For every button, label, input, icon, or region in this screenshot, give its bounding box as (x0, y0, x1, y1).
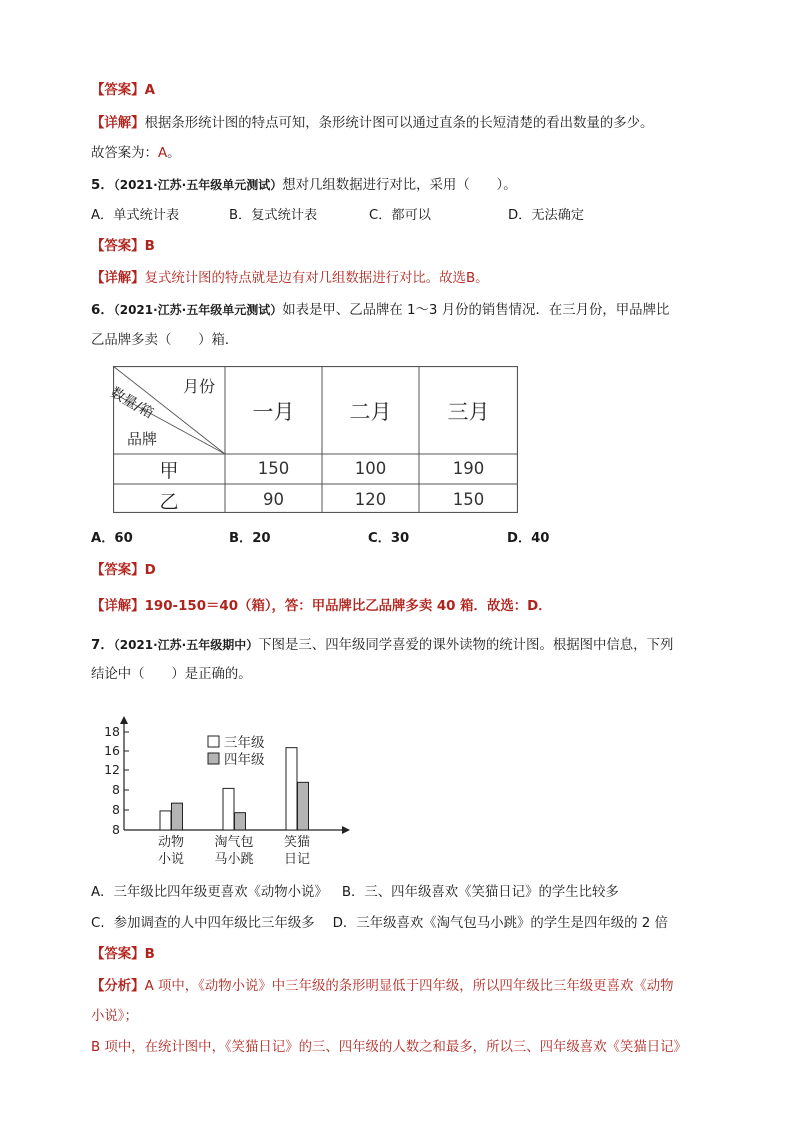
row-brand-yi: 乙 (159, 491, 179, 513)
reading-bar-chart (90, 716, 360, 876)
column-header-feb: 二月 (349, 400, 392, 424)
conclusion-end: 。 (167, 146, 181, 161)
q7-options-line1 (91, 883, 619, 903)
q7-option-a: A．三年级比四年级更喜欢《动物小说》 (91, 885, 328, 900)
q6-question-line2: 乙品牌多卖（ ）箱． (91, 333, 239, 348)
q7-analysis-line2: 小说》； (91, 1009, 138, 1024)
q4-conclusion-line (91, 144, 181, 164)
question-text: 如表是甲、乙品牌在 1～3 月份的销售情况．在三月份，甲品牌比 (282, 303, 670, 318)
q6-question-line1 (91, 300, 669, 321)
cell-jia-feb: 100 (354, 459, 387, 478)
column-header-jan: 一月 (252, 400, 295, 424)
q6-option-a: A．60 (91, 531, 133, 546)
sales-table (107, 366, 518, 513)
legend-swatch-grade3 (208, 736, 219, 747)
q6-option-d: D．40 (507, 531, 550, 546)
q7-analysis-line1 (91, 977, 674, 997)
q6-option-b: B．20 (229, 531, 271, 546)
detail-text: 190-150＝40（箱），答：甲品牌比乙品牌多卖 40 箱．故选：D． (144, 599, 552, 614)
category-label-line2: 马小跳 (214, 852, 254, 867)
q5-option-a: A．单式统计表 (91, 208, 180, 223)
answer-value: B (144, 947, 155, 962)
legend-label-grade4: 四年级 (224, 752, 265, 768)
q4-detail-line (91, 114, 653, 134)
y-tick-label: 8 (112, 782, 120, 797)
column-header-mar: 三月 (447, 400, 490, 424)
bar-grade4-0 (172, 803, 183, 830)
y-tick-label: 8 (112, 802, 120, 817)
answer-value: A (144, 83, 155, 98)
q5-option-b: B．复式统计表 (229, 208, 318, 223)
answer-value: B (144, 239, 155, 254)
answer-value: D (144, 563, 156, 578)
analysis-text: A 项中，《动物小说》中三年级的条形明显低于四年级，所以四年级比三年级更喜欢《动物 (144, 979, 674, 994)
question-source: （2021·江苏·五年级单元测试） (113, 178, 283, 192)
q6-option-c: C．30 (368, 531, 410, 546)
question-source: （2021·江苏·五年级期中） (113, 638, 259, 652)
q7-option-b: B．三、四年级喜欢《笑猫日记》的学生比较多 (341, 885, 619, 900)
question-text: 想对几组数据进行对比，采用（ ）。 (282, 178, 517, 193)
row-brand-jia: 甲 (159, 460, 179, 482)
q7-option-c: C．参加调查的人中四年级比三年级多 (91, 916, 315, 931)
y-axis-arrow (120, 716, 128, 724)
category-label-line1: 动物 (157, 835, 185, 850)
q4-answer-line (91, 81, 155, 101)
y-tick-label: 12 (104, 762, 120, 777)
detail-end: 。 (475, 271, 489, 286)
corner-brand-label: 品牌 (127, 430, 158, 448)
conclusion-text: 故答案为： (91, 146, 158, 161)
q6-answer-line (91, 561, 156, 581)
q7-question-line2: 结论中（ ）是正确的。 (91, 667, 252, 682)
bar-grade3-2 (286, 748, 297, 830)
y-tick-label: 16 (104, 743, 120, 758)
y-tick-label: 8 (112, 822, 120, 837)
q7-analysis-line3: B 项中，在统计图中，《笑猫日记》的三、四年级的人数之和最多，所以三、四年级喜欢《笑猫日记》 (91, 1040, 687, 1055)
conclusion-value: A (157, 146, 168, 161)
chart-canvas (90, 716, 360, 876)
category-label-line2: 日记 (283, 852, 311, 867)
cell-yi-feb: 120 (354, 490, 387, 509)
category-label-line1: 笑猫 (283, 835, 311, 850)
answer-tag: 【答案】 (91, 239, 145, 254)
detail-tag: 【详解】 (91, 271, 145, 286)
q7-question-line1 (91, 635, 673, 656)
q7-answer-line (91, 945, 155, 965)
detail-tag: 【详解】 (91, 116, 145, 131)
legend-label-grade3: 三年级 (224, 735, 265, 751)
detail-text: 根据条形统计图的特点可知，条形统计图可以通过直条的长短清楚的看出数量的多少。 (144, 116, 654, 131)
question-text: 下图是三、四年级同学喜爱的课外读物的统计图。根据图中信息，下列 (258, 638, 674, 653)
question-source: （2021·江苏·五年级单元测试） (113, 303, 283, 317)
q6-detail-line (91, 597, 552, 617)
analysis-tag: 【分析】 (91, 979, 145, 994)
legend-swatch-grade4 (208, 753, 219, 764)
corner-month-label: 月份 (183, 377, 216, 396)
answer-tag: 【答案】 (91, 563, 145, 578)
detail-value: B (465, 271, 476, 286)
bar-grade4-1 (235, 813, 246, 830)
x-axis-arrow (342, 826, 350, 834)
answer-tag: 【答案】 (91, 83, 145, 98)
detail-tag: 【详解】 (91, 599, 145, 614)
cell-yi-mar: 150 (452, 490, 485, 509)
q5-answer-line (91, 237, 155, 257)
cell-yi-jan: 90 (263, 490, 284, 509)
question-number: 5． (91, 178, 114, 193)
bar-grade3-1 (223, 788, 234, 830)
y-tick-label: 18 (104, 724, 120, 739)
cell-jia-mar: 190 (452, 459, 485, 478)
corner-quantity-label: 数量/箱 (107, 384, 156, 422)
detail-text: 复式统计图的特点就是边有对几组数据进行对比。故选 (144, 271, 466, 286)
question-number: 7． (91, 638, 114, 653)
q5-option-c: C．都可以 (369, 208, 431, 223)
category-label-line1: 淘气包 (214, 835, 254, 850)
q5-detail-line (91, 269, 489, 289)
q7-option-d: D．三年级喜欢《淘气包马小跳》的学生是四年级的 2 倍 (332, 916, 668, 931)
q7-options-line2 (91, 914, 668, 934)
bar-grade3-0 (160, 811, 171, 830)
q5-question (91, 175, 517, 196)
q5-option-d: D．无法确定 (508, 208, 585, 223)
question-number: 6． (91, 303, 114, 318)
bar-grade4-2 (298, 782, 309, 830)
answer-tag: 【答案】 (91, 947, 145, 962)
category-label-line2: 小说 (157, 852, 185, 867)
cell-jia-jan: 150 (257, 459, 290, 478)
